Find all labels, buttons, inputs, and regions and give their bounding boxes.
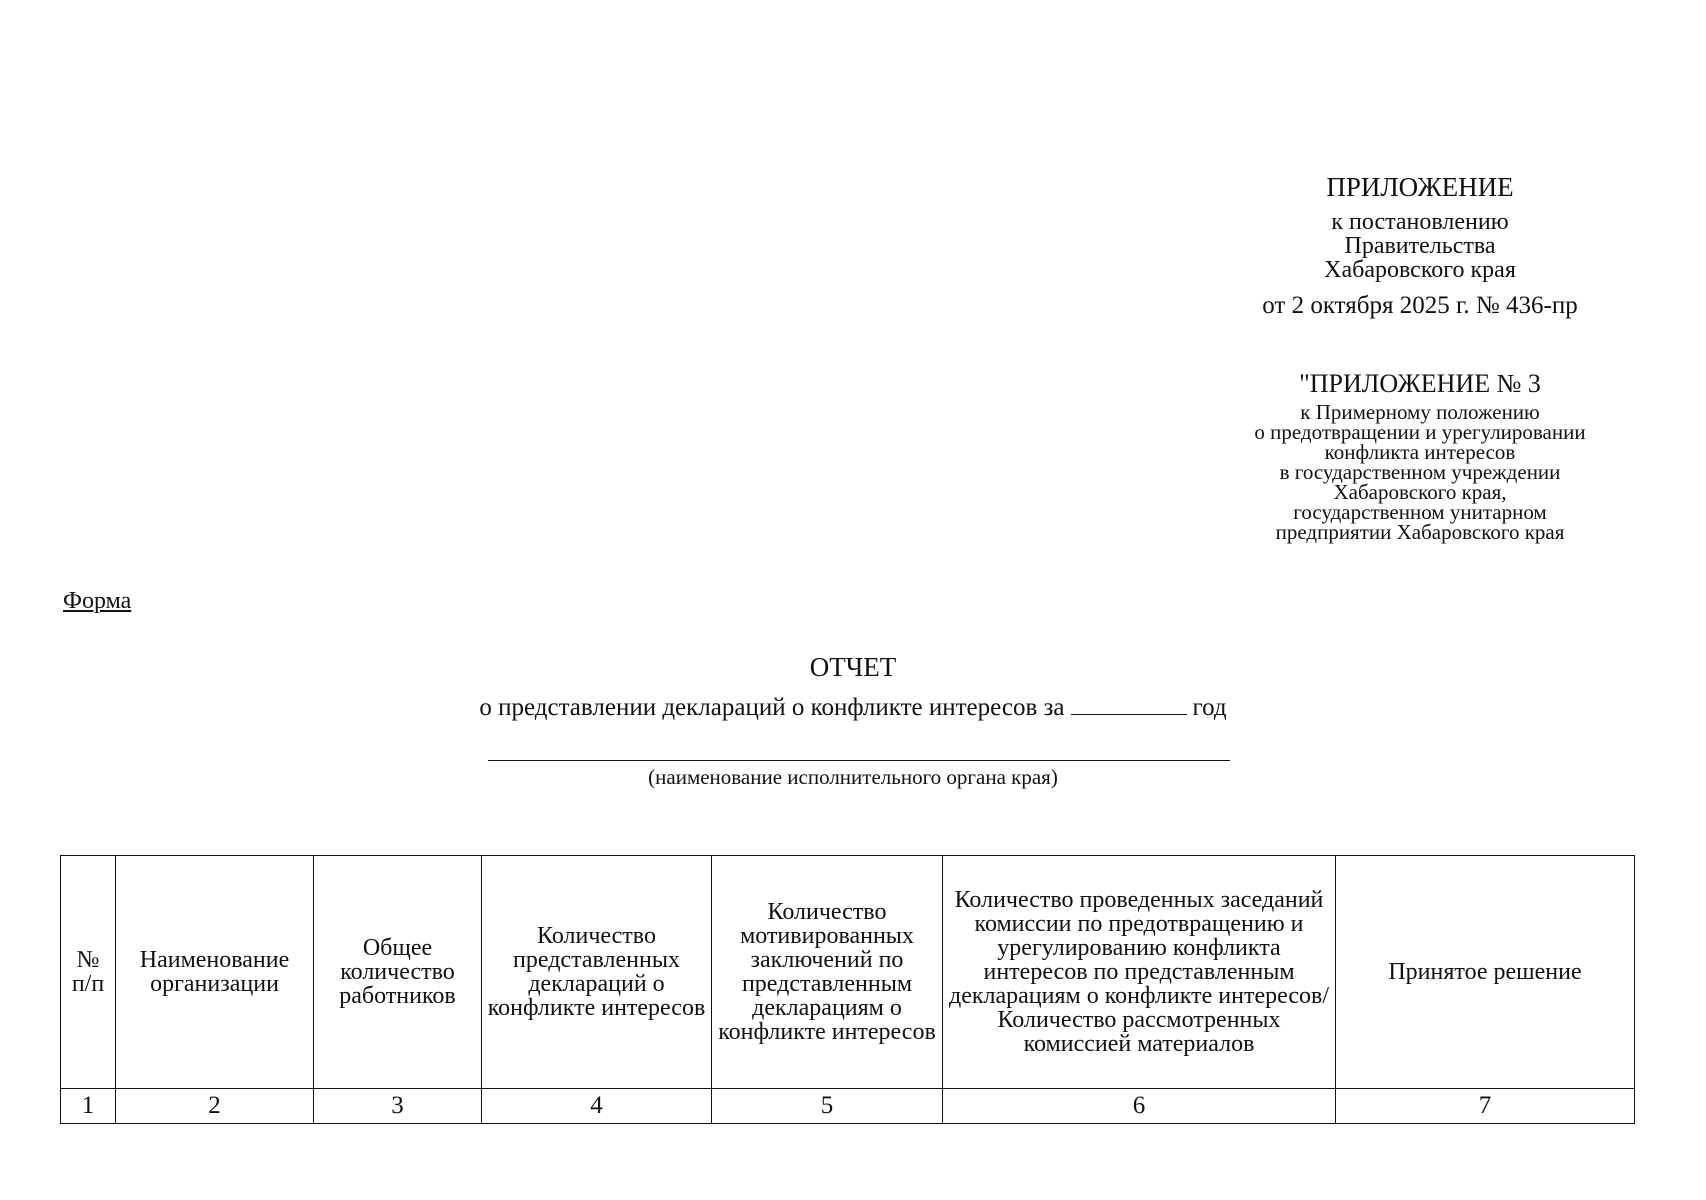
report-title: ОТЧЕТ	[809, 652, 897, 682]
column-number-cell: 5	[712, 1089, 943, 1124]
header-cell-number: № п/п	[61, 856, 116, 1089]
appendix-line: Правительства	[1344, 233, 1496, 259]
report-subtitle-text: о представлении деклараций о конфликте интересов за	[479, 694, 1065, 721]
organization-caption: (наименование исполнительного органа края)	[648, 765, 1058, 789]
column-number-cell: 1	[61, 1089, 116, 1124]
header-cell-conclusions: Количество мотивированных заключений по представленным декларациям о конфликте интересов	[712, 856, 943, 1089]
appendix3-line: Хабаровского края,	[1333, 480, 1507, 504]
appendix3-line: в государственном учреждении	[1279, 460, 1561, 484]
appendix-line: к постановлению	[1331, 209, 1509, 235]
report-subtitle	[0, 692, 1706, 723]
year-blank-line	[1071, 692, 1187, 715]
column-number-cell: 4	[482, 1089, 712, 1124]
header-cell-decision: Принятое решение	[1336, 856, 1635, 1089]
appendix3-block	[1180, 370, 1660, 542]
appendix3-line: к Примерному положению	[1300, 400, 1540, 424]
appendix3-line: конфликта интересов	[1324, 440, 1516, 464]
header-cell-employees: Общее количество работников	[314, 856, 482, 1089]
column-number-cell: 3	[314, 1089, 482, 1124]
appendix3-lines	[1180, 402, 1660, 542]
appendix3-line: государственном унитарном	[1293, 500, 1547, 524]
header-cell-meetings: Количество проведенных заседаний комиссии по предотвращению и урегулированию конфликта интересов по представленным декларациям о конфликте интересов/Количество рассмотренных комиссией материалов	[943, 856, 1336, 1089]
header-cell-declarations: Количество представленных деклараций о конфликте интересов	[482, 856, 712, 1089]
table-header-row	[61, 856, 1635, 1089]
appendix-subtitle	[1180, 210, 1660, 282]
column-number-cell: 7	[1336, 1089, 1635, 1124]
column-number-cell: 2	[116, 1089, 314, 1124]
appendix-block	[1180, 172, 1660, 320]
appendix-line: Хабаровского края	[1324, 257, 1516, 283]
appendix-title: ПРИЛОЖЕНИЕ	[1326, 172, 1514, 202]
appendix3-line: о предотвращении и урегулировании	[1254, 420, 1586, 444]
appendix3-line: предприятии Хабаровского края	[1275, 520, 1565, 544]
organization-blank-line	[488, 760, 1230, 761]
form-label: Форма	[63, 588, 132, 614]
report-subtitle-suffix: год	[1192, 694, 1227, 721]
appendix3-title: "ПРИЛОЖЕНИЕ № 3	[1299, 369, 1541, 398]
table-column-number-row	[61, 1089, 1635, 1124]
header-cell-organization: Наименование организации	[116, 856, 314, 1089]
report-table	[60, 855, 1635, 1124]
decree-reference: от 2 октября 2025 г. № 436-пр	[1262, 292, 1578, 319]
column-number-cell: 6	[943, 1089, 1336, 1124]
